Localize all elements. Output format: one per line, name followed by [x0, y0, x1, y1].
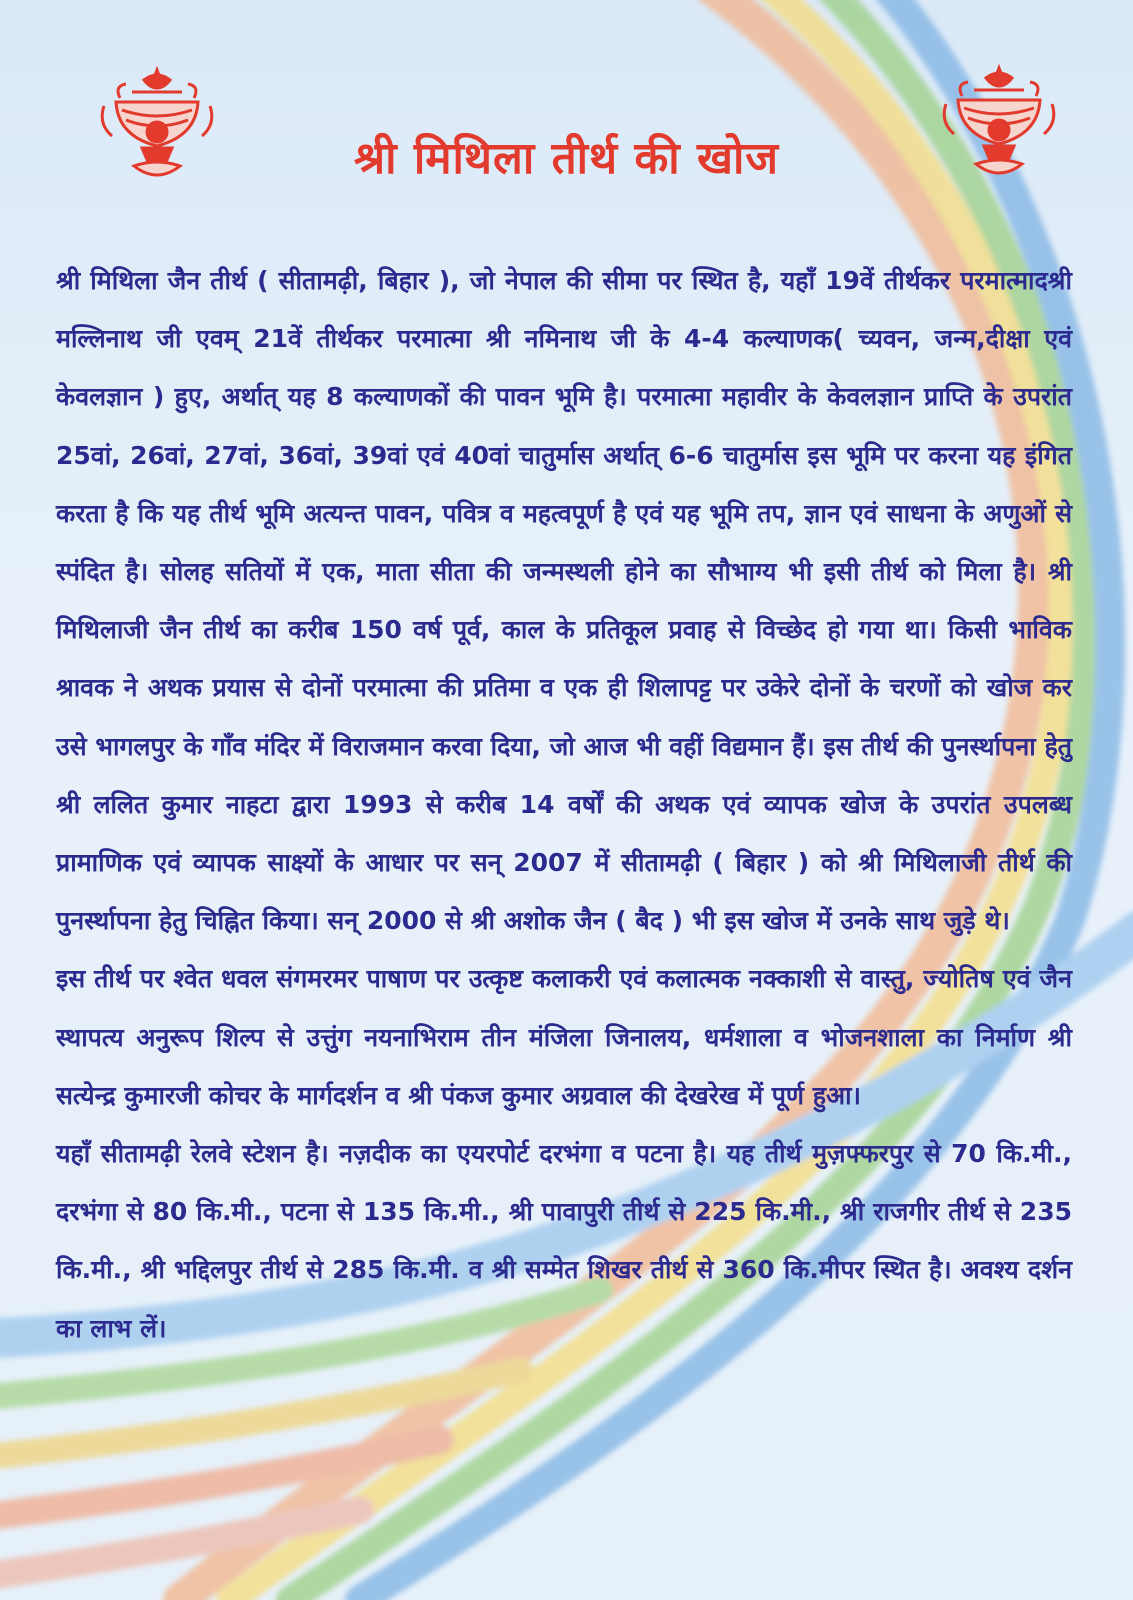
body-text — [56, 252, 1072, 1358]
paragraph-construction: इस तीर्थ पर श्वेत धवल संगमरमर पाषाण पर उत्कृष्ट कलाकरी एवं कलात्मक नक्काशी से वास्तु, ज्योतिष एवं जैन स्थापत्य अनुरूप शिल्प से उत्तुंग नयनाभिराम तीन मंजिला जिनालय, धर्मशाला व भोजनशाला का निर्माण श्री सत्येन्द्र कुमारजी कोचर के मार्गदर्शन व श्री पंकज कुमार अग्रवाल की देखरेख में पूर्ण हुआ। — [56, 964, 1072, 1110]
paragraph-location: यहाँ सीतामढ़ी रेलवे स्टेशन है। नज़दीक का एयरपोर्ट दरभंगा व पटना है। यह तीर्थ मुज़फ्फरपुर से 70 कि.मी., दरभंगा से 80 कि.मी., पटना से 135 कि.मी., श्री पावापुरी तीर्थ से 225 कि.मी., श्री राजगीर तीर्थ से 235 कि.मी., श्री भद्दिलपुर तीर्थ से 285 कि.मी. व श्री सम्मेत शिखर तीर्थ से 360 कि.मीपर स्थित है। अवश्य दर्शन का लाभ लें। — [56, 1139, 1072, 1343]
page-title: श्री मिथिला तीर्थ की खोज — [353, 133, 780, 184]
paragraph-history: श्री मिथिला जैन तीर्थ ( सीतामढ़ी, बिहार ), जो नेपाल की सीमा पर स्थित है, यहाँ 19वें तीर्थकर परमात्मादश्री मल्लिनाथ जी एवम् 21वें तीर्थकर परमात्मा श्री नमिनाथ जी के 4-4 कल्याणक( च्यवन, जन्म,दीक्षा एवं केवलज्ञान ) हुए, अर्थात् यह 8 कल्याणकों की पावन भूमि है। परमात्मा महावीर के केवलज्ञान प्राप्ति के उपरांत 25वां, 26वां, 27वां, 36वां, 39वां एवं 40वां चातुर्मास अर्थात् 6-6 चातुर्मास इस भूमि पर करना यह इंगित करता है कि यह तीर्थ भूमि अत्यन्त पावन, पवित्र व महत्वपूर्ण है एवं यह भूमि तप, ज्ञान एवं साधना के अणुओं से स्पंदित है। सोलह सतियों में एक, माता सीता की जन्मस्थली होने का सौभाग्य भी इसी तीर्थ को मिला है। श्री मिथिलाजी जैन तीर्थ का करीब 150 वर्ष पूर्व, काल के प्रतिकूल प्रवाह से विच्छेद हो गया था। किसी भाविक श्रावक ने अथक प्रयास से दोनों परमात्मा की प्रतिमा व एक ही शिलापट्ट पर उकेरे दोनों के चरणों को खोज कर उसे भागलपुर के गाँव मंदिर में विराजमान करवा दिया, जो आज भी वहीं विद्यमान हैं। इस तीर्थ की पुनर्स्थापना हेतु श्री ललित कुमार नाहटा द्वारा 1993 से करीब 14 वर्षों की अथक एवं व्यापक खोज के उपरांत उपलब्ध प्रामाणिक एवं व्यापक साक्ष्यों के आधार पर सन् 2007 में सीतामढ़ी ( बिहार ) को श्री मिथिलाजी तीर्थ की पुनर्स्थापना हेतु चिह्नित किया। सन् 2000 से श्री अशोक जैन ( बैद ) भी इस खोज में उनके साथ जुड़े थे। — [56, 266, 1072, 936]
